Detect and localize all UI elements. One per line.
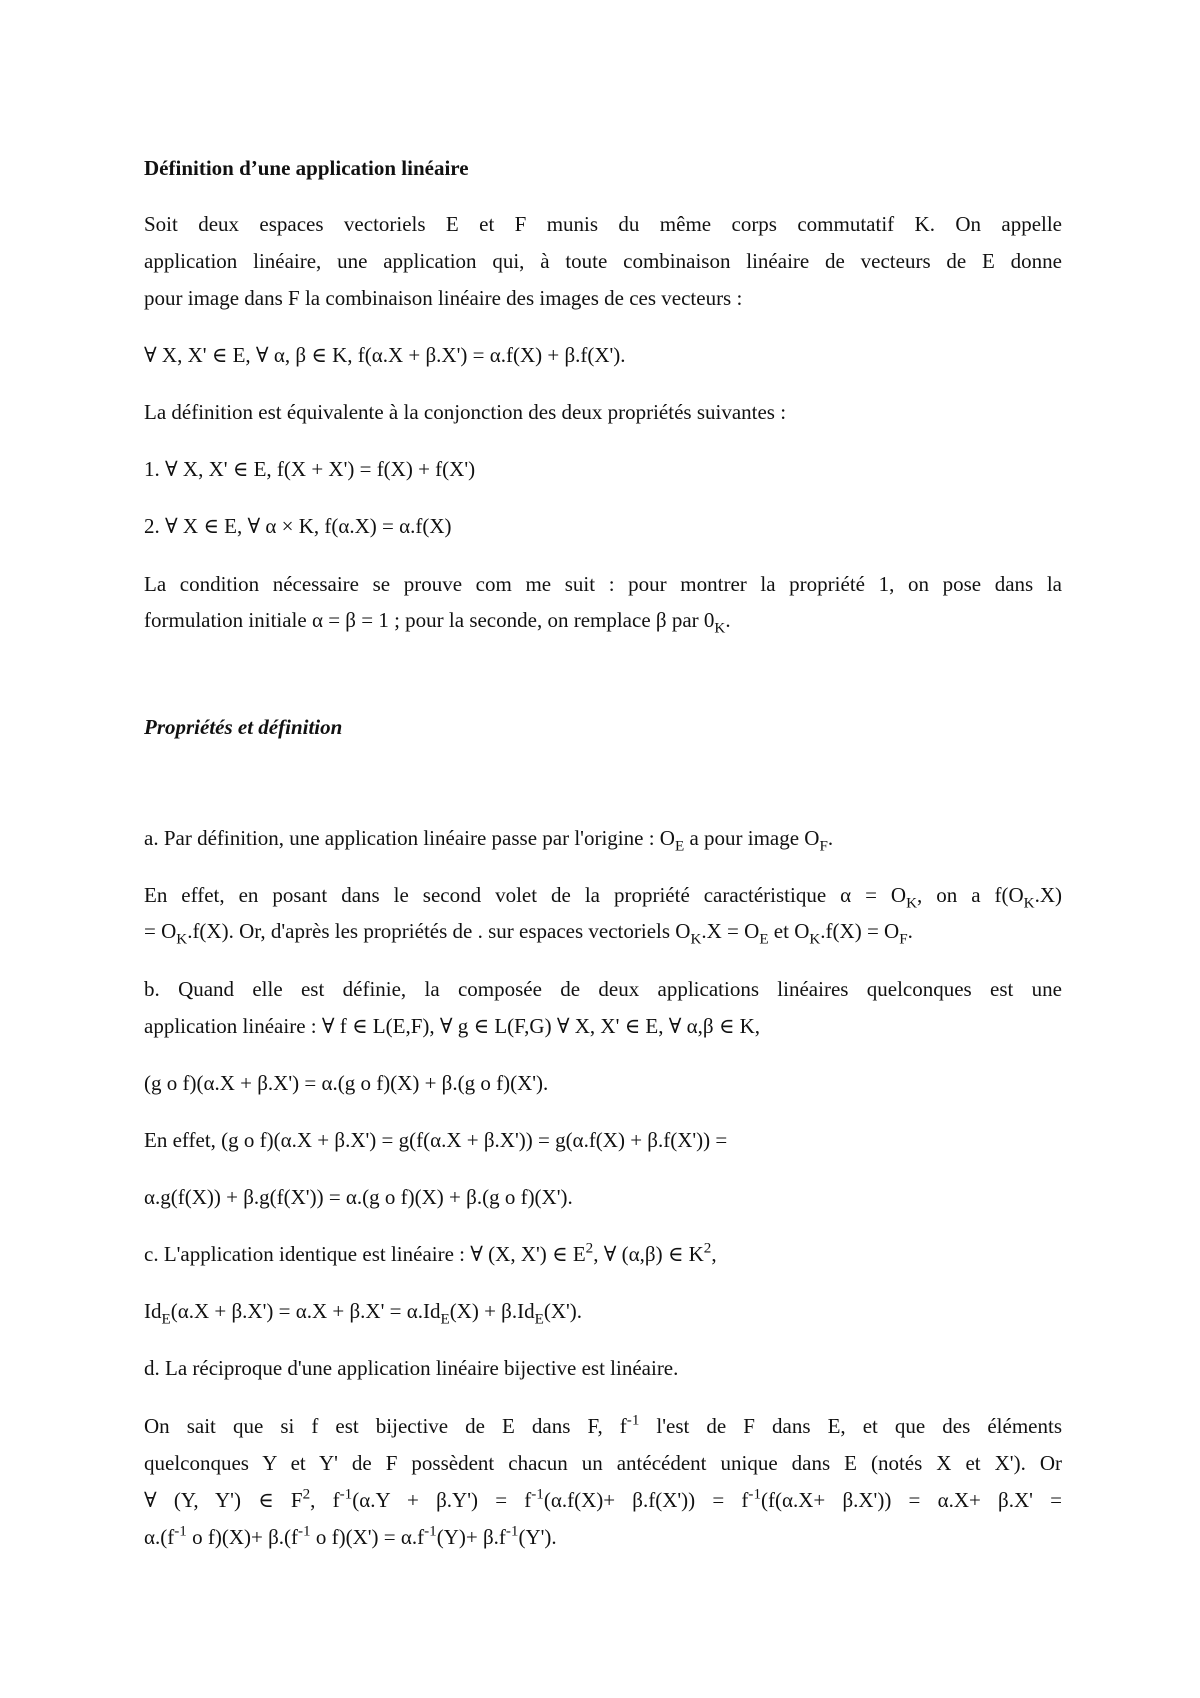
text-run: (X'). bbox=[543, 1299, 583, 1323]
superscript: -1 bbox=[531, 1486, 544, 1503]
item-d: d. La réciproque d'une application linéaire bijective est linéaire. bbox=[144, 1356, 679, 1380]
text-run: , ∀ (α,β) ∈ K bbox=[593, 1242, 704, 1266]
paragraph-line: La condition nécessaire se prouve com me suit : pour montrer la propriété 1, on pose dans la bbox=[144, 572, 1062, 596]
paragraph-line bbox=[144, 913, 913, 949]
section-subtitle: Propriétés et définition bbox=[144, 715, 343, 739]
text-run: a pour image O bbox=[684, 826, 820, 850]
text-run: = O bbox=[144, 919, 177, 943]
item-b: b. Quand elle est définie, la composée de deux applications linéaires quelconques est une bbox=[144, 977, 1062, 1001]
subscript: K bbox=[176, 931, 188, 948]
property-2: 2. ∀ X ∈ E, ∀ α × K, f(α.X) = α.f(X) bbox=[144, 514, 452, 538]
superscript: -1 bbox=[748, 1486, 761, 1503]
text-run: .f(X). Or, d'après les propriétés de . sur espaces vectoriels O bbox=[187, 919, 691, 943]
item-c bbox=[144, 1236, 717, 1272]
text-run: (Y)+ β.f bbox=[436, 1525, 506, 1549]
text-run: (α.f(X)+ β.f(X')) = f bbox=[543, 1488, 749, 1512]
text-run: , bbox=[711, 1242, 717, 1266]
paragraph-line: Soit deux espaces vectoriels E et F munis du même corps commutatif K. On appelle bbox=[144, 212, 1062, 236]
superscript: 2 bbox=[302, 1486, 311, 1503]
text-run: c. L'application identique est linéaire : ∀ (X, X') ∈ E bbox=[144, 1242, 586, 1266]
subscript: K bbox=[1023, 895, 1035, 912]
formula: (g o f)(α.X + β.X') = α.(g o f)(X) + β.(g o f)(X'). bbox=[144, 1071, 549, 1095]
section-title: Définition d’une application linéaire bbox=[144, 156, 469, 180]
superscript: 2 bbox=[585, 1240, 594, 1257]
paragraph-line bbox=[144, 877, 1062, 913]
text-run: , on a f(O bbox=[917, 883, 1024, 907]
text-run: . bbox=[725, 608, 731, 632]
text-run: (α.Y + β.Y') = f bbox=[352, 1488, 532, 1512]
text-run: Id bbox=[144, 1299, 162, 1323]
paragraph-line: La définition est équivalente à la conjonction des deux propriétés suivantes : bbox=[144, 400, 787, 424]
paragraph-line: application linéaire : ∀ f ∈ L(E,F), ∀ g ∈ L(F,G) ∀ X, X' ∈ E, ∀ α,β ∈ K, bbox=[144, 1014, 761, 1038]
text-run: l'est de F dans E, et que des éléments bbox=[639, 1414, 1062, 1438]
superscript: 2 bbox=[703, 1240, 712, 1257]
superscript: -1 bbox=[298, 1523, 311, 1540]
formula: ∀ X, X' ∈ E, ∀ α, β ∈ K, f(α.X + β.X') = α.f(X) + β.f(X'). bbox=[144, 343, 626, 367]
text-run: α.(f bbox=[144, 1525, 175, 1549]
superscript: -1 bbox=[505, 1523, 519, 1540]
text-run: .X) bbox=[1034, 883, 1062, 907]
subscript: K bbox=[690, 931, 702, 948]
text-run: a. Par définition, une application linéaire passe par l'origine : O bbox=[144, 826, 675, 850]
subscript: E bbox=[534, 1311, 544, 1328]
superscript: -1 bbox=[174, 1523, 187, 1540]
subscript: E bbox=[674, 838, 685, 855]
paragraph-line bbox=[144, 1482, 1062, 1518]
subscript: E bbox=[161, 1311, 171, 1328]
text-run: (Y'). bbox=[518, 1525, 557, 1549]
paragraph-line bbox=[144, 1519, 557, 1555]
item-a bbox=[144, 820, 833, 856]
text-run: En effet, en posant dans le second volet de la propriété caractéristique α = O bbox=[144, 883, 907, 907]
subscript: E bbox=[440, 1311, 450, 1328]
text-run: (α.X + β.X') = α.X + β.X' = α.Id bbox=[170, 1299, 441, 1323]
text-run: .f(X) = O bbox=[820, 919, 900, 943]
subscript: F bbox=[819, 838, 828, 855]
paragraph-line: application linéaire, une application qui, à toute combinaison linéaire de vecteurs de E donne bbox=[144, 249, 1062, 273]
text-run: On sait que si f est bijective de E dans F, f bbox=[144, 1414, 627, 1438]
subscript: K bbox=[906, 895, 918, 912]
text-run: (f(α.X+ β.X')) = α.X+ β.X' = bbox=[761, 1488, 1062, 1512]
text-run: o f)(X)+ β.(f bbox=[186, 1525, 298, 1549]
superscript: -1 bbox=[339, 1486, 353, 1503]
text-run: o f)(X') = α.f bbox=[310, 1525, 425, 1549]
text-run: ∀ (Y, Y') ∈ F bbox=[144, 1488, 303, 1512]
text-run: formulation initiale α = β = 1 ; pour la seconde, on remplace β par 0 bbox=[144, 608, 715, 632]
paragraph-line: En effet, (g o f)(α.X + β.X') = g(f(α.X + β.X')) = g(α.f(X) + β.f(X')) = bbox=[144, 1128, 728, 1152]
subscript: F bbox=[899, 931, 908, 948]
text-run: (X) + β.Id bbox=[449, 1299, 535, 1323]
superscript: -1 bbox=[424, 1523, 437, 1540]
property-1: 1. ∀ X, X' ∈ E, f(X + X') = f(X) + f(X') bbox=[144, 457, 476, 481]
subscript: E bbox=[759, 931, 769, 948]
formula bbox=[144, 1293, 582, 1329]
text-run: .X = O bbox=[701, 919, 760, 943]
subscript: K bbox=[809, 931, 821, 948]
text-run: . bbox=[827, 826, 834, 850]
text-run: et O bbox=[768, 919, 810, 943]
paragraph-line: α.g(f(X)) + β.g(f(X')) = α.(g o f)(X) + β.(g o f)(X'). bbox=[144, 1185, 573, 1209]
paragraph-line bbox=[144, 1408, 1062, 1444]
paragraph-line: quelconques Y et Y' de F possèdent chacun un antécédent unique dans E (notés X et X'). Or bbox=[144, 1451, 1062, 1475]
paragraph-line bbox=[144, 602, 731, 638]
text-run: . bbox=[907, 919, 913, 943]
superscript: -1 bbox=[626, 1412, 640, 1429]
paragraph-line: pour image dans F la combinaison linéaire des images de ces vecteurs : bbox=[144, 286, 743, 310]
text-run: , f bbox=[310, 1488, 340, 1512]
subscript: K bbox=[714, 620, 726, 637]
